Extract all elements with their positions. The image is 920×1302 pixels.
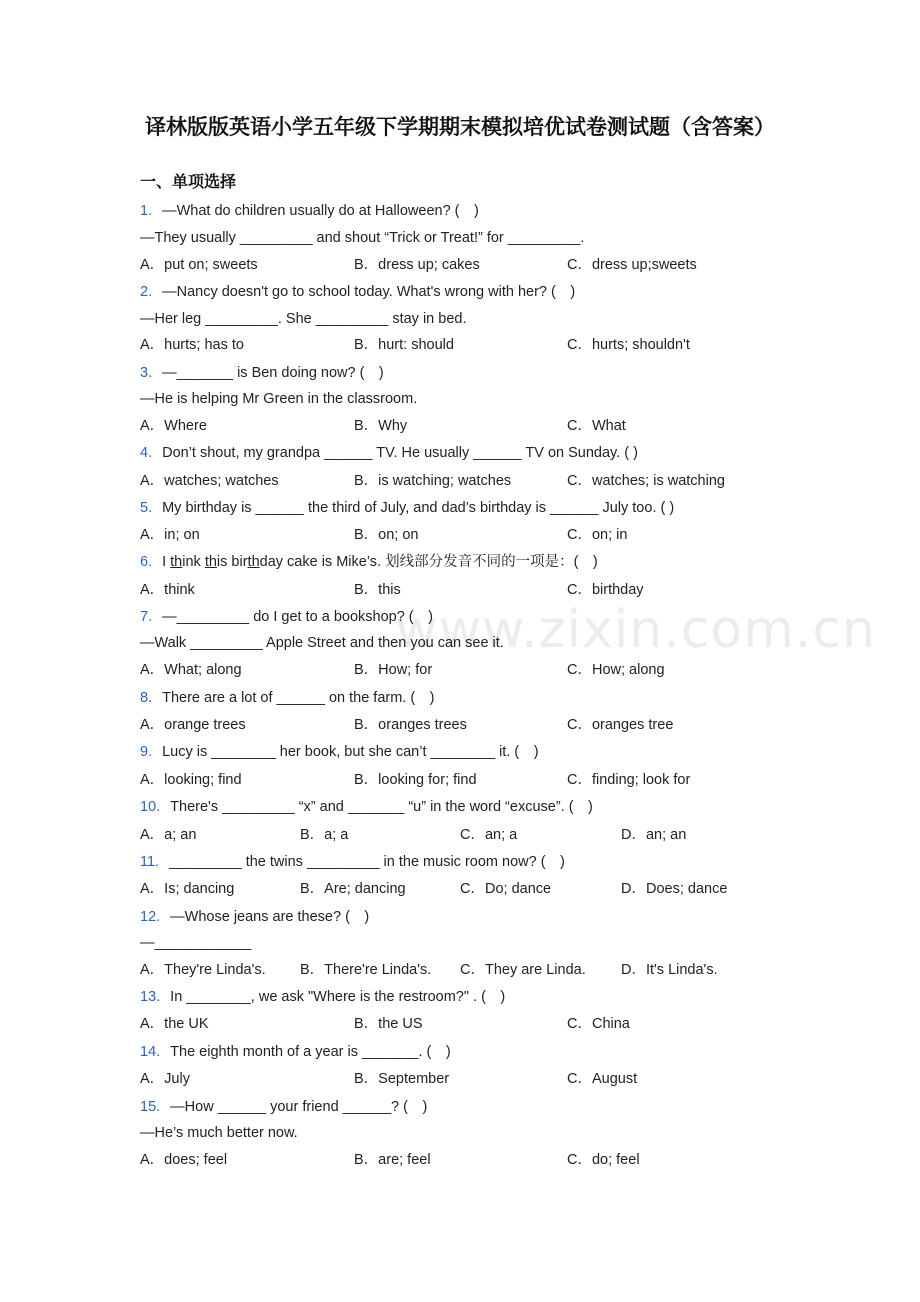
- question-text: ink: [182, 554, 205, 570]
- question-number: 7.: [140, 609, 153, 625]
- answer-option: A．does; feel: [140, 1152, 228, 1168]
- answer-option: C．August: [567, 1071, 638, 1087]
- question-text: _________ the twins _________ in the music room now? ( ): [169, 854, 565, 870]
- question-stem: [140, 797, 593, 817]
- question-text: —Whose jeans are these? ( ): [170, 909, 370, 925]
- question-text: In ________, we ask "Where is the restroom?" . ( ): [170, 989, 506, 1005]
- answer-option: B．There're Linda's.: [300, 962, 432, 978]
- question-number: 11.: [140, 854, 160, 870]
- question-stem: [140, 498, 674, 518]
- answer-option: A．a; an: [140, 827, 197, 843]
- answer-option: C．What: [567, 418, 626, 434]
- answer-option: B．looking for; find: [354, 772, 477, 788]
- answer-option: C．on; in: [567, 527, 628, 543]
- answer-option: C．finding; look for: [567, 772, 691, 788]
- answer-option: B．a; a: [300, 827, 349, 843]
- question-text: Lucy is ________ her book, but she can’t ________ it. ( ): [162, 744, 539, 760]
- question-answer-line: —Her leg _________. She _________ stay in bed.: [140, 311, 467, 327]
- answer-option: B．are; feel: [354, 1152, 431, 1168]
- answer-option: A．July: [140, 1071, 190, 1087]
- answer-option: B．this: [354, 582, 401, 598]
- underlined-letters: th: [170, 554, 183, 570]
- answer-option: A．Where: [140, 418, 207, 434]
- question-text: is bir: [216, 554, 248, 570]
- question-stem: [140, 282, 575, 302]
- section-heading: 一、单项选择: [140, 172, 237, 191]
- answer-option: B．September: [354, 1071, 450, 1087]
- question-stem: [140, 852, 565, 872]
- answer-option: B．Why: [354, 418, 408, 434]
- question-text: My birthday is ______ the third of July, and dad’s birthday is ______ July too. ( ): [162, 500, 675, 516]
- question-number: 1.: [140, 203, 153, 219]
- answer-option: A．watches; watches: [140, 473, 279, 489]
- answer-option: A．orange trees: [140, 717, 246, 733]
- question-number: 13.: [140, 989, 161, 1005]
- question-stem: [140, 1097, 427, 1117]
- answer-option: B．oranges trees: [354, 717, 467, 733]
- question-text: —_______ is Ben doing now? ( ): [162, 365, 384, 381]
- question-number: 2.: [140, 284, 153, 300]
- answer-option: C．China: [567, 1016, 630, 1032]
- question-stem: [140, 607, 433, 627]
- answer-option: C．How; along: [567, 662, 665, 678]
- answer-option: C．oranges tree: [567, 717, 674, 733]
- question-answer-line: —____________: [140, 935, 252, 951]
- answer-option: A．What; along: [140, 662, 242, 678]
- answer-option: A．put on; sweets: [140, 257, 258, 273]
- question-answer-line: —Walk _________ Apple Street and then you can see it.: [140, 635, 504, 651]
- answer-option: C．an; a: [460, 827, 518, 843]
- answer-option: C．hurts; shouldn't: [567, 337, 690, 353]
- question-answer-line: —He is helping Mr Green in the classroom.: [140, 391, 418, 407]
- question-number: 3.: [140, 365, 153, 381]
- question-stem: [140, 552, 598, 572]
- underlined-letters: th: [247, 554, 260, 570]
- answer-option: C．dress up;sweets: [567, 257, 697, 273]
- page-title: 译林版版英语小学五年级下学期期末模拟培优试卷测试题（含答案）: [145, 114, 775, 139]
- question-stem: [140, 363, 384, 383]
- question-number: 15.: [140, 1099, 161, 1115]
- answer-option: A．hurts; has to: [140, 337, 244, 353]
- question-stem: [140, 907, 369, 927]
- answer-option: B．hurt: should: [354, 337, 454, 353]
- question-number: 12.: [140, 909, 161, 925]
- answer-option: A．think: [140, 582, 195, 598]
- question-stem: [140, 987, 505, 1007]
- question-number: 10.: [140, 799, 161, 815]
- question-text: —How ______ your friend ______? ( ): [170, 1099, 428, 1115]
- question-number: 14.: [140, 1044, 161, 1060]
- answer-option: D．an; an: [621, 827, 687, 843]
- answer-option: C．birthday: [567, 582, 644, 598]
- answer-option: C．Do; dance: [460, 881, 552, 897]
- question-text: —What do children usually do at Halloween? ( ): [162, 203, 479, 219]
- question-stem: [140, 201, 479, 221]
- question-number: 9.: [140, 744, 153, 760]
- answer-option: B．Are; dancing: [300, 881, 406, 897]
- answer-option: A．in; on: [140, 527, 200, 543]
- question-number: 5.: [140, 500, 153, 516]
- question-text: There are a lot of ______ on the farm. ( ): [162, 690, 435, 706]
- answer-option: B．is watching; watches: [354, 473, 512, 489]
- answer-option: D．Does; dance: [621, 881, 728, 897]
- question-text: Don’t shout, my grandpa ______ TV. He usually ______ TV on Sunday. ( ): [162, 445, 638, 461]
- question-stem: [140, 742, 539, 762]
- answer-option: B．How; for: [354, 662, 433, 678]
- question-stem: [140, 688, 435, 708]
- question-text: day cake is Mike’s. 划线部分发音不同的一项是：( ): [259, 554, 598, 570]
- answer-option: B．on; on: [354, 527, 419, 543]
- question-number: 4.: [140, 445, 153, 461]
- answer-option: A．Is; dancing: [140, 881, 235, 897]
- question-text: —_________ do I get to a bookshop? ( ): [162, 609, 433, 625]
- answer-option: A．looking; find: [140, 772, 242, 788]
- question-number: 6.: [140, 554, 153, 570]
- answer-option: A．They're Linda's.: [140, 962, 266, 978]
- answer-option: C．They are Linda.: [460, 962, 586, 978]
- question-stem: [140, 443, 638, 463]
- answer-option: A．the UK: [140, 1016, 209, 1032]
- answer-option: B．dress up; cakes: [354, 257, 480, 273]
- underlined-letters: th: [204, 554, 217, 570]
- question-answer-line: —They usually _________ and shout “Trick or Treat!” for _________.: [140, 230, 585, 246]
- question-text: I: [162, 554, 171, 570]
- answer-option: C．watches; is watching: [567, 473, 725, 489]
- answer-option: C．do; feel: [567, 1152, 640, 1168]
- question-answer-line: —He’s much better now.: [140, 1125, 298, 1141]
- question-number: 8.: [140, 690, 153, 706]
- answer-option: B．the US: [354, 1016, 423, 1032]
- answer-option: D．It's Linda's.: [621, 962, 718, 978]
- question-text: There's _________ “x” and _______ “u” in the word “excuse”. ( ): [170, 799, 593, 815]
- question-text: The eighth month of a year is _______. ( ): [170, 1044, 451, 1060]
- question-stem: [140, 1042, 451, 1062]
- watermark: www.zixin.com.cn: [395, 600, 876, 660]
- question-text: —Nancy doesn't go to school today. What's wrong with her? ( ): [162, 284, 576, 300]
